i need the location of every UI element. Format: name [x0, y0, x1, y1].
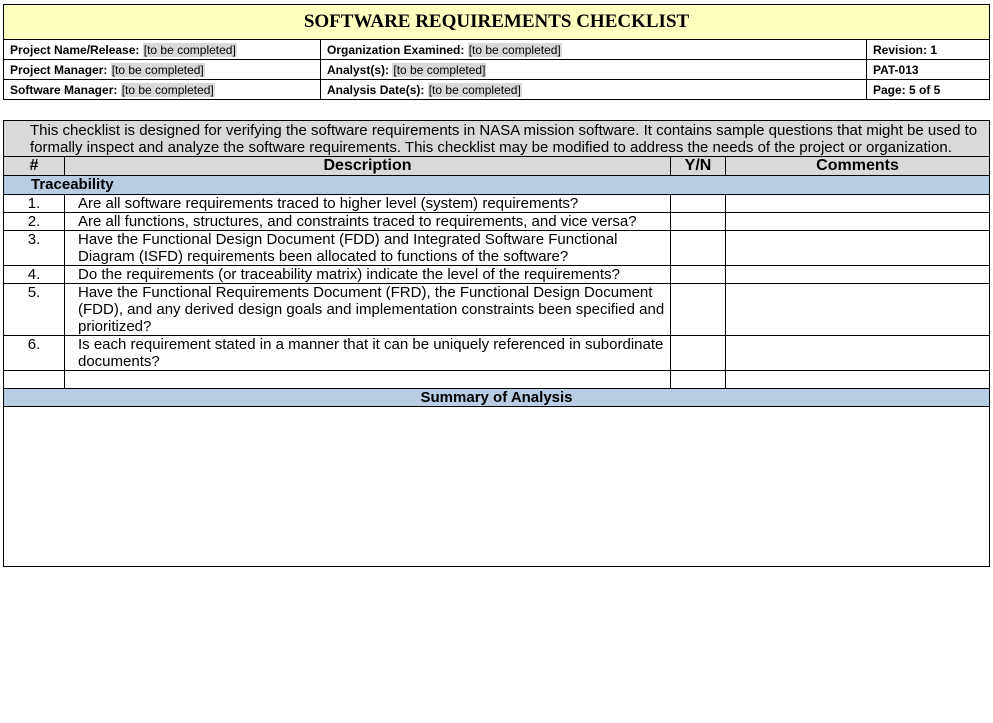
item-number: 3. — [4, 231, 65, 266]
project-name-field[interactable]: [to be completed] — [143, 42, 236, 57]
empty-comments-cell[interactable] — [726, 371, 990, 389]
organization-label: Organization Examined: — [327, 42, 465, 57]
header-row — [4, 80, 990, 100]
table-row — [4, 266, 990, 284]
comments-cell[interactable] — [726, 266, 990, 284]
summary-body[interactable] — [4, 407, 990, 567]
organization-cell — [321, 40, 867, 60]
analyst-cell — [321, 60, 867, 80]
table-row — [4, 231, 990, 266]
checklist-table — [3, 120, 990, 567]
item-number: 5. — [4, 284, 65, 336]
column-header-comments: Comments — [726, 157, 990, 176]
column-header-row — [4, 157, 990, 176]
empty-description-cell[interactable] — [65, 371, 671, 389]
analysis-date-field[interactable]: [to be completed] — [428, 82, 521, 97]
project-name-cell — [4, 40, 321, 60]
table-row — [4, 284, 990, 336]
item-number: 2. — [4, 213, 65, 231]
item-description: Do the requirements (or traceability matrix) indicate the level of the requirements? — [65, 266, 671, 284]
yn-cell[interactable] — [671, 195, 726, 213]
comments-cell[interactable] — [726, 231, 990, 266]
table-row — [4, 195, 990, 213]
item-number: 6. — [4, 336, 65, 371]
revision-label: Revision: 1 — [867, 40, 990, 60]
table-row — [4, 213, 990, 231]
project-name-label: Project Name/Release: — [10, 42, 140, 57]
comments-cell[interactable] — [726, 336, 990, 371]
yn-cell[interactable] — [671, 231, 726, 266]
item-description: Is each requirement stated in a manner that it can be uniquely referenced in subordinate documents? — [65, 336, 671, 371]
comments-cell[interactable] — [726, 284, 990, 336]
software-manager-field[interactable]: [to be completed] — [121, 82, 214, 97]
table-row — [4, 336, 990, 371]
analyst-field[interactable]: [to be completed] — [393, 62, 486, 77]
header-row — [4, 40, 990, 60]
project-manager-field[interactable]: [to be completed] — [111, 62, 204, 77]
yn-cell[interactable] — [671, 284, 726, 336]
comments-cell[interactable] — [726, 195, 990, 213]
organization-field[interactable]: [to be completed] — [468, 42, 561, 57]
item-description: Are all functions, structures, and constraints traced to requirements, and vice versa? — [65, 213, 671, 231]
item-description: Have the Functional Requirements Document (FRD), the Functional Design Document (FDD), and any derived design goals and implementation constraints been specified and prioritized? — [65, 284, 671, 336]
analysis-date-label: Analysis Date(s): — [327, 82, 425, 97]
section-traceability: Traceability — [4, 176, 990, 195]
software-manager-label: Software Manager: — [10, 82, 118, 97]
item-description: Have the Functional Design Document (FDD) and Integrated Software Functional Diagram (ISFD) requirements been allocated to functions of the software? — [65, 231, 671, 266]
yn-cell[interactable] — [671, 266, 726, 284]
comments-cell[interactable] — [726, 213, 990, 231]
item-description: Are all software requirements traced to higher level (system) requirements? — [65, 195, 671, 213]
project-manager-label: Project Manager: — [10, 62, 108, 77]
yn-cell[interactable] — [671, 336, 726, 371]
software-manager-cell — [4, 80, 321, 100]
column-header-yn: Y/N — [671, 157, 726, 176]
document-id: PAT-013 — [867, 60, 990, 80]
page-number: Page: 5 of 5 — [867, 80, 990, 100]
document-title: SOFTWARE REQUIREMENTS CHECKLIST — [4, 5, 990, 40]
item-number: 4. — [4, 266, 65, 284]
header-table — [3, 4, 990, 100]
intro-text: This checklist is designed for verifying the software requirements in NASA mission software. It contains sample questions that might be used to formally inspect and analyze the software requirements. This checklist may be modified to address the needs of the project or organization. — [4, 121, 990, 157]
empty-row — [4, 371, 990, 389]
analysis-date-cell — [321, 80, 867, 100]
summary-title: Summary of Analysis — [4, 389, 990, 407]
analyst-label: Analyst(s): — [327, 62, 390, 77]
empty-yn-cell[interactable] — [671, 371, 726, 389]
column-header-description: Description — [65, 157, 671, 176]
empty-num-cell — [4, 371, 65, 389]
column-header-num: # — [4, 157, 65, 176]
item-number: 1. — [4, 195, 65, 213]
project-manager-cell — [4, 60, 321, 80]
yn-cell[interactable] — [671, 213, 726, 231]
header-row — [4, 60, 990, 80]
